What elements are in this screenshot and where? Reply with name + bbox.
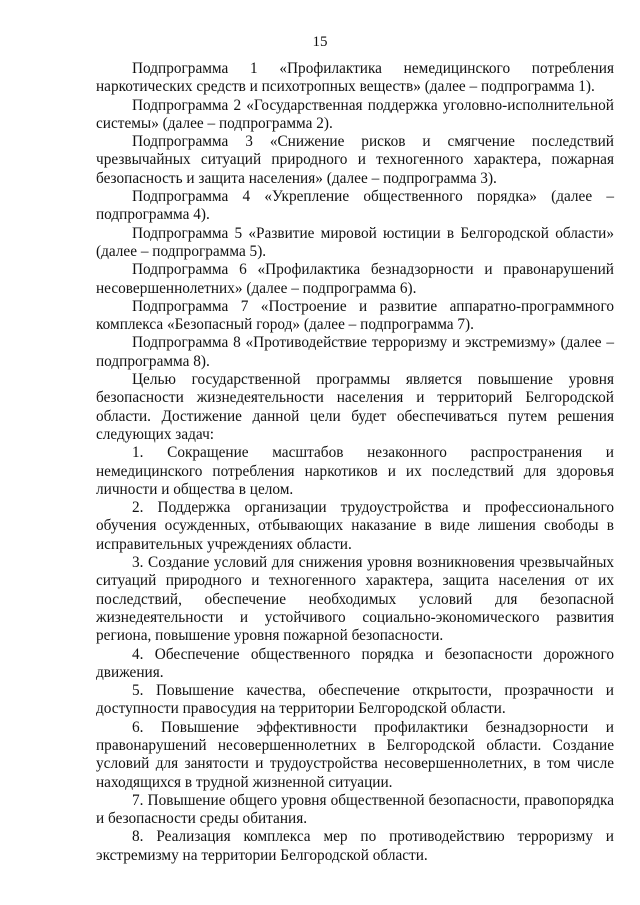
paragraph-subprogram-6: Подпрограмма 6 «Профилактика безнадзорности и правонарушений несовершеннолетних» (далее – подпрограмма 6). <box>96 261 614 297</box>
paragraph-subprogram-5: Подпрограмма 5 «Развитие мировой юстиции в Белгородской области» (далее – подпрограмма 5). <box>96 224 614 260</box>
paragraph-task-6: 6. Повышение эффективности профилактики безнадзорности и правонарушений несовершеннолетних в Белгородской области. Создание условий для занятости и трудоустройства несовершеннолетних, в том числе находящихся в трудной жизненной ситуации. <box>96 718 614 791</box>
paragraph-task-2: 2. Поддержка организации трудоустройства и профессионального обучения осужденных, отбывающих наказание в виде лишения свободы в исправительных учреждениях области. <box>96 499 614 553</box>
paragraph-subprogram-8: Подпрограмма 8 «Противодействие терроризму и экстремизму» (далее – подпрограмма 8). <box>96 334 614 370</box>
paragraph-task-8: 8. Реализация комплекса мер по противодействию терроризму и экстремизму на территории Белгородской области. <box>96 828 614 864</box>
paragraph-task-4: 4. Обеспечение общественного порядка и безопасности дорожного движения. <box>96 645 614 681</box>
paragraph-subprogram-2: Подпрограмма 2 «Государственная поддержка уголовно-исполнительной системы» (далее – подпрограмма 2). <box>96 96 614 132</box>
paragraph-subprogram-1: Подпрограмма 1 «Профилактика немедицинского потребления наркотических средств и психотропных веществ» (далее – подпрограмма 1). <box>96 60 614 96</box>
paragraph-task-5: 5. Повышение качества, обеспечение открытости, прозрачности и доступности правосудия на территории Белгородской области. <box>96 682 614 718</box>
paragraph-subprogram-4: Подпрограмма 4 «Укрепление общественного порядка» (далее – подпрограмма 4). <box>96 188 614 224</box>
paragraph-subprogram-7: Подпрограмма 7 «Построение и развитие аппаратно-программного комплекса «Безопасный город» (далее – подпрограмма 7). <box>96 297 614 334</box>
paragraph-task-7: 7. Повышение общего уровня общественной безопасности, правопорядка и безопасности среды обитания. <box>96 791 614 828</box>
paragraph-subprogram-3: Подпрограмма 3 «Снижение рисков и смягчение последствий чрезвычайных ситуаций природного и техногенного характера, пожарная безопасность и защита населения» (далее – подпрограмма 3). <box>96 133 614 187</box>
document-body <box>96 60 614 865</box>
page-number: 15 <box>312 34 328 50</box>
paragraph-program-goal: Целью государственной программы является повышение уровня безопасности жизнедеятельности населения и территорий Белгородской области. Достижение данной цели будет обеспечиваться путем решения следующих задач: <box>96 371 614 443</box>
paragraph-task-1: 1. Сокращение масштабов незаконного распространения и немедицинского потребления наркотиков и их последствий для здоровья личности и общества в целом. <box>96 444 614 498</box>
paragraph-task-3: 3. Создание условий для снижения уровня возникновения чрезвычайных ситуаций природного и техногенного характера, защита населения от их последствий, обеспечение необходимых условий для безопасной жизнедеятельности и устойчивого социально-экономического развития региона, повышение уровня пожарной безопасности. <box>96 554 614 645</box>
